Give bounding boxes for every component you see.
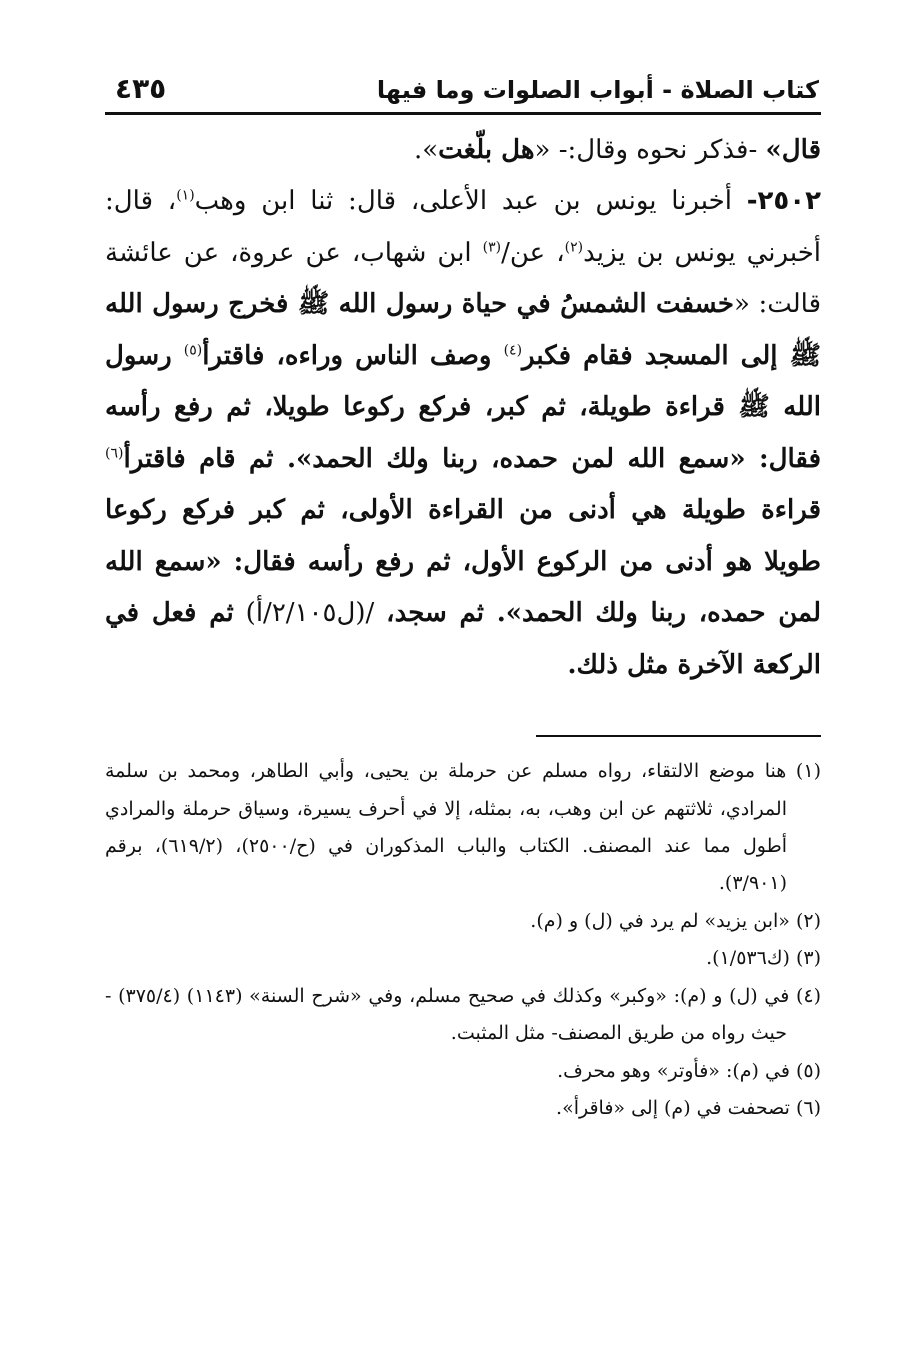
footnote-item: (٥) في (م): «فأوتر» وهو محرف. [557, 1059, 821, 1082]
hadith-matn: وصف الناس وراءه، فاقترأ [202, 340, 504, 371]
hadith-number: ٢٥٠٢- [746, 186, 821, 217]
text-segment: قال» [765, 135, 821, 165]
footnotes-list [105, 753, 821, 1127]
text-segment: ». [413, 135, 439, 165]
footnote-ref: (٣) [482, 239, 502, 256]
footnote-divider [536, 735, 821, 737]
footnote-item: (٦) تصحفت في (م) إلى «فاقرأ». [556, 1096, 821, 1119]
header-divider [105, 112, 821, 115]
text-segment: ، قال: أخبرني يونس بن يزيد [105, 186, 821, 268]
header-title: كتاب الصلاة - أبواب الصلوات وما فيها [376, 76, 819, 104]
footnote-item: (٢) «ابن يزيد» لم يرد في (ل) و (م). [530, 909, 821, 932]
hadith-paragraph [105, 176, 821, 691]
running-header [105, 72, 821, 108]
text-segment: هل بلّغت [438, 135, 535, 165]
hadith-matn: خسفت الشمسُ في حياة رسول الله ﷺ فخرج رسول الله ﷺ إلى المسجد فقام فكبر [105, 289, 821, 371]
footnote-item: (٤) في (ل) و (م): «وكبر» وكذلك في صحيح مسلم، وفي «شرح السنة» (١١٤٣) (٣٧٥/٤) - حيث رواه من طريق المصنف- مثل المثبت. [105, 984, 821, 1045]
main-text [105, 125, 821, 176]
book-page [105, 72, 821, 1127]
footnote-ref: (٥) [183, 342, 203, 359]
footnote-ref: (٤) [503, 342, 523, 359]
page-number: ٤٣٥ [115, 72, 167, 105]
footnote-ref: (١) [176, 187, 195, 204]
hadith-matn: قراءة طويلة هي أدنى من القراءة الأولى، ثم كبر فركع ركوعا طويلا هو أدنى من الركوع الأول، ثم رفع رأسه فقال: «سمع الله لمن حمده، ربنا ولك الحمد». ثم سجد، [105, 495, 822, 629]
manuscript-reference: /(ل٢/١٠٥/أ) [233, 598, 387, 629]
text-segment: ، عن/ [501, 237, 565, 268]
footnote-item: (٣) (ك١/٥٣٦). [706, 947, 821, 970]
text-segment: -فذكر نحوه وقال:- « [534, 135, 766, 165]
hadith-matn: ثم فعل في الركعة الآخرة مثل ذلك. [105, 598, 821, 680]
hadith-matn: رسول الله ﷺ قراءة طويلة، ثم كبر، فركع ركوعا طويلا، ثم رفع رأسه فقال: «سمع الله لمن حمده، ربنا ولك الحمد». ثم قام فاقترأ [105, 340, 822, 474]
text-segment: ابن شهاب، عن عروة، عن عائشة قالت: « [105, 237, 822, 320]
footnote-ref: (٢) [564, 239, 584, 256]
footnote-item: (١) هنا موضع الالتقاء، رواه مسلم عن حرملة بن يحيى، وأبي الطاهر، ومحمد بن سلمة المرادي، ثلاثتهم عن ابن وهب، به، بمثله، إلا في أحرف يسيرة، وسياق حرملة والمرادي أطول مما عند المصنف. الكتاب والباب المذكوران في (ح/٢٥٠٠)، (٦١٩/٢)، برقم (٣/٩٠١). [105, 760, 821, 895]
text-segment: أخبرنا يونس بن عبد الأعلى، قال: ثنا ابن وهب [194, 186, 747, 217]
footnote-ref: (٦) [105, 445, 124, 462]
